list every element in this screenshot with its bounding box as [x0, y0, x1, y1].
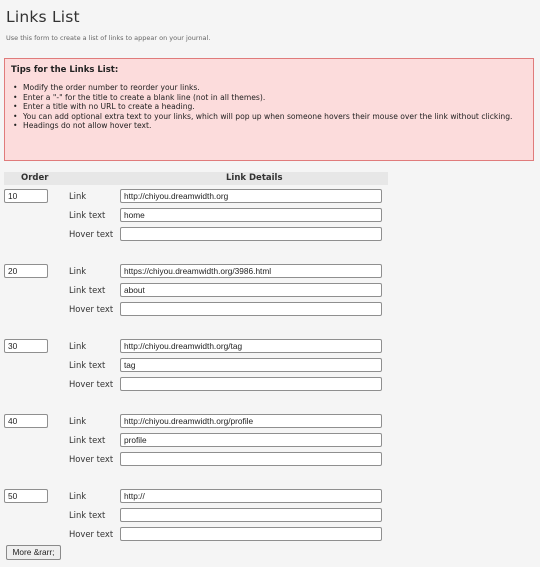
hover-text-input[interactable]	[120, 527, 382, 541]
link-label: Link	[69, 341, 87, 351]
hover-text-label: Hover text	[69, 529, 114, 539]
order-input[interactable]	[4, 489, 48, 503]
hover-text-input[interactable]	[120, 227, 382, 241]
hover-text-input[interactable]	[120, 302, 382, 316]
tip-item: • Enter a "-" for the title to create a blank line (not in all themes).	[11, 93, 527, 103]
link-text-input[interactable]	[120, 358, 382, 372]
links-table-header	[4, 172, 388, 185]
tips-heading: Tips for the Links List:	[11, 65, 119, 75]
link-row	[0, 189, 540, 251]
link-text-label: Link text	[69, 285, 106, 295]
order-input[interactable]	[4, 339, 48, 353]
tips-box	[4, 58, 534, 161]
link-text-label: Link text	[69, 210, 106, 220]
tips-list	[11, 83, 527, 131]
hover-text-label: Hover text	[69, 379, 114, 389]
link-row	[0, 489, 540, 551]
link-row	[0, 414, 540, 476]
link-details-column-header: Link Details	[226, 173, 283, 183]
tip-item: • You can add optional extra text to your links, which will pop up when someone hovers their mouse over the link without clicking.	[11, 112, 527, 122]
link-label: Link	[69, 191, 87, 201]
hover-text-input[interactable]	[120, 377, 382, 391]
link-url-input[interactable]	[120, 339, 382, 353]
link-text-input[interactable]	[120, 208, 382, 222]
link-text-label: Link text	[69, 435, 106, 445]
hover-text-label: Hover text	[69, 304, 114, 314]
link-url-input[interactable]	[120, 264, 382, 278]
more-button[interactable]: More &rarr;	[6, 545, 61, 560]
order-input[interactable]	[4, 264, 48, 278]
tip-item: • Modify the order number to reorder your links.	[11, 83, 527, 93]
link-label: Link	[69, 491, 87, 501]
link-row	[0, 339, 540, 401]
link-url-input[interactable]	[120, 414, 382, 428]
link-text-label: Link text	[69, 360, 106, 370]
link-label: Link	[69, 416, 87, 426]
order-input[interactable]	[4, 189, 48, 203]
order-input[interactable]	[4, 414, 48, 428]
link-row	[0, 264, 540, 326]
hover-text-label: Hover text	[69, 454, 114, 464]
link-text-input[interactable]	[120, 433, 382, 447]
link-text-label: Link text	[69, 510, 106, 520]
page-title: Links List	[6, 8, 80, 26]
tip-item: • Headings do not allow hover text.	[11, 121, 527, 131]
link-label: Link	[69, 266, 87, 276]
link-url-input[interactable]	[120, 189, 382, 203]
page-intro: Use this form to create a list of links to appear on your journal.	[6, 34, 211, 42]
link-url-input[interactable]	[120, 489, 382, 503]
tip-item: • Enter a title with no URL to create a heading.	[11, 102, 527, 112]
hover-text-input[interactable]	[120, 452, 382, 466]
link-text-input[interactable]	[120, 508, 382, 522]
link-text-input[interactable]	[120, 283, 382, 297]
order-column-header: Order	[21, 173, 49, 183]
hover-text-label: Hover text	[69, 229, 114, 239]
